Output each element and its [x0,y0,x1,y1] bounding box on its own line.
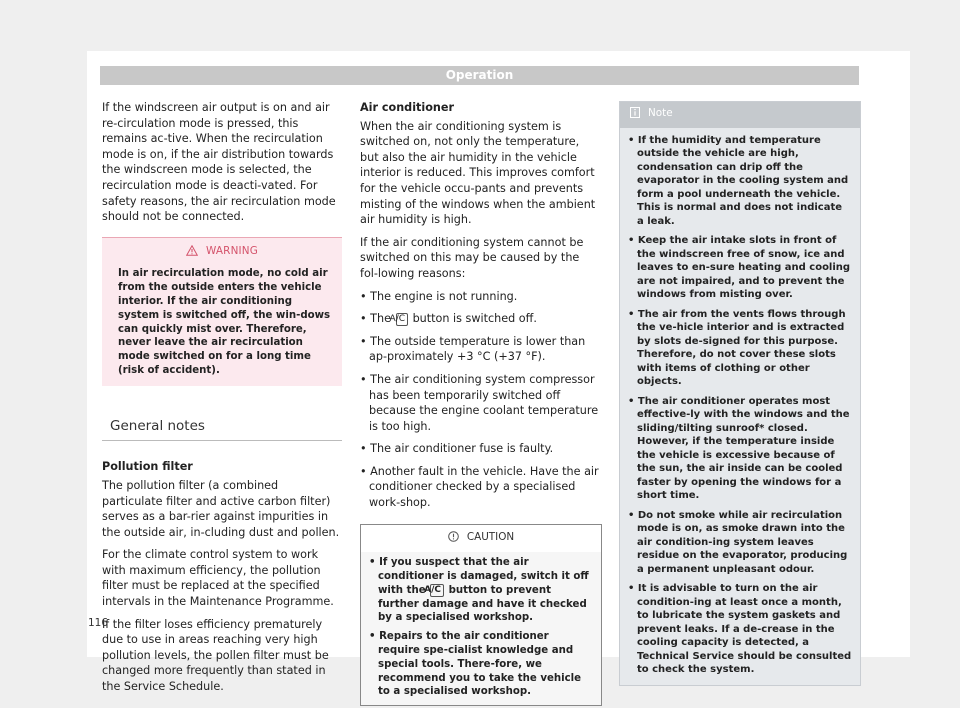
pollution-paragraph-1: The pollution filter (a combined particulate filter and active carbon filter) serves as a bar-rier against impurities in the outside air, in-cluding dust and pollen. [102,478,340,539]
caution-box [360,524,602,707]
list-item: • If the humidity and temperature outside the vehicle are high, condensation can drip off the evaporator in the cooling system and form a pool underneath the vehicle. This is normal and does not indicate a leak. [628,134,849,227]
list-item: • The A/C button is switched off. [360,312,537,326]
list-item: • The air conditioning system compressor has been temporarily switched off because the engine coolant temperature is too high. [360,372,599,433]
warning-text: In air recirculation mode, no cold air from the outside enters the vehicle interior. If the air conditioning system is switched off, the win-dows can quickly mist over. Therefore, never leave the air recirculation mode switched on for a long time (risk of accident). [118,268,331,376]
column-1 [102,100,342,702]
air-conditioner-heading: Air conditioner [360,101,454,114]
list-item: • The air conditioner operates most effective-ly with the windows and the sliding/tilting sunroof* closed. However, if the temperature inside the vehicle is excessive because of the sun, the air inside can be cooled faster by opening the windows for a short time. [628,395,850,502]
list-item: • The outside temperature is lower than ap-proximately +3 °C (+37 °F). [360,334,586,364]
warning-header [102,238,342,264]
intro-paragraph: If the windscreen air output is on and air re-circulation mode is pressed, this remains ac-tive. When the recirculation mode is on, if the air distribution towards the windscreen mode is selected, the recirculation mode is deacti-vated. For safety reasons, the air recirculation mode should not be connected. [102,101,336,224]
warning-box [102,237,342,386]
list-item: • Another fault in the vehicle. Have the air conditioner checked by a specialised work-shop. [360,464,599,510]
warning-label: WARNING [205,244,259,257]
list-item: • It is advisable to turn on the air condition-ing at least once a month, to lubricate the system gaskets and prevent leaks. If a de-crease in the cooling capacity is detected, a Technical Service should be consulted to check the system. [628,583,852,676]
list-item: • Keep the air intake slots in front of the windscreen free of snow, ice and leaves to en-sure heating and cooling are not impaired, and to prevent the windows from misting over. [628,235,851,301]
ac-key-label: A/C [430,584,444,597]
ac-paragraph-2: If the air conditioning system cannot be switched on this may be caused by the fol-lowing reasons: [360,235,584,280]
warning-triangle-icon [186,245,198,262]
column-2 [360,100,600,706]
note-header [620,102,860,128]
caution-circle-icon [448,531,459,548]
ac-paragraph-1: When the air conditioning system is switched on, not only the temperature, but also the air humidity in the vehicle interior is reduced. This improves comfort for the vehicle occu-pants and prevents misting of the windows when the ambient air humidity is high. [360,119,596,227]
note-text [620,128,860,685]
list-item: • The air from the vents flows through the ve-hicle interior and is extracted by slots de-signed for this purpose. Therefore, do not cover these slots with items of clothing or other objects. [628,308,846,388]
column-3 [619,101,859,686]
pollution-paragraph-2: For the climate control system to work with maximum efficiency, the pollution filter must be replaced at the specified intervals in the Maintenance Programme. [102,548,334,609]
ac-key-label: A/C [396,313,408,326]
info-icon [630,107,640,124]
list-item: • Do not smoke while air recirculation mode is on, as smoke drawn into the air condition-ing system leaves residue on the evaporator, producing a permanent unpleasant odour. [628,509,848,575]
list-item: • The air conditioner fuse is faulty. [360,442,554,456]
list-item: • The engine is not running. [360,289,518,303]
page-header: Operation [100,66,859,85]
list-item: • If you suspect that the air conditioner is damaged, switch it off with the A/C button to prevent further damage and have it checked by a specialised workshop. [369,557,589,624]
pollution-filter-heading: Pollution filter [102,460,193,474]
list-item: • Repairs to the air conditioner require spe-cialist knowledge and special tools. There-fore, we recommend you to take the vehicle to a specialised workshop. [369,631,582,698]
note-box [619,101,861,686]
caution-label: CAUTION [466,530,515,543]
pollution-paragraph-3: If the filter loses efficiency prematurely due to use in areas reaching very high pollution levels, the pollen filter must be changed more frequently than stated in the Service Schedule. [102,617,329,694]
note-label: Note [648,107,673,119]
caution-header [361,525,601,553]
page-number: 116 [88,617,109,629]
caution-text [361,552,601,705]
section-title-general-notes: General notes [102,419,342,442]
